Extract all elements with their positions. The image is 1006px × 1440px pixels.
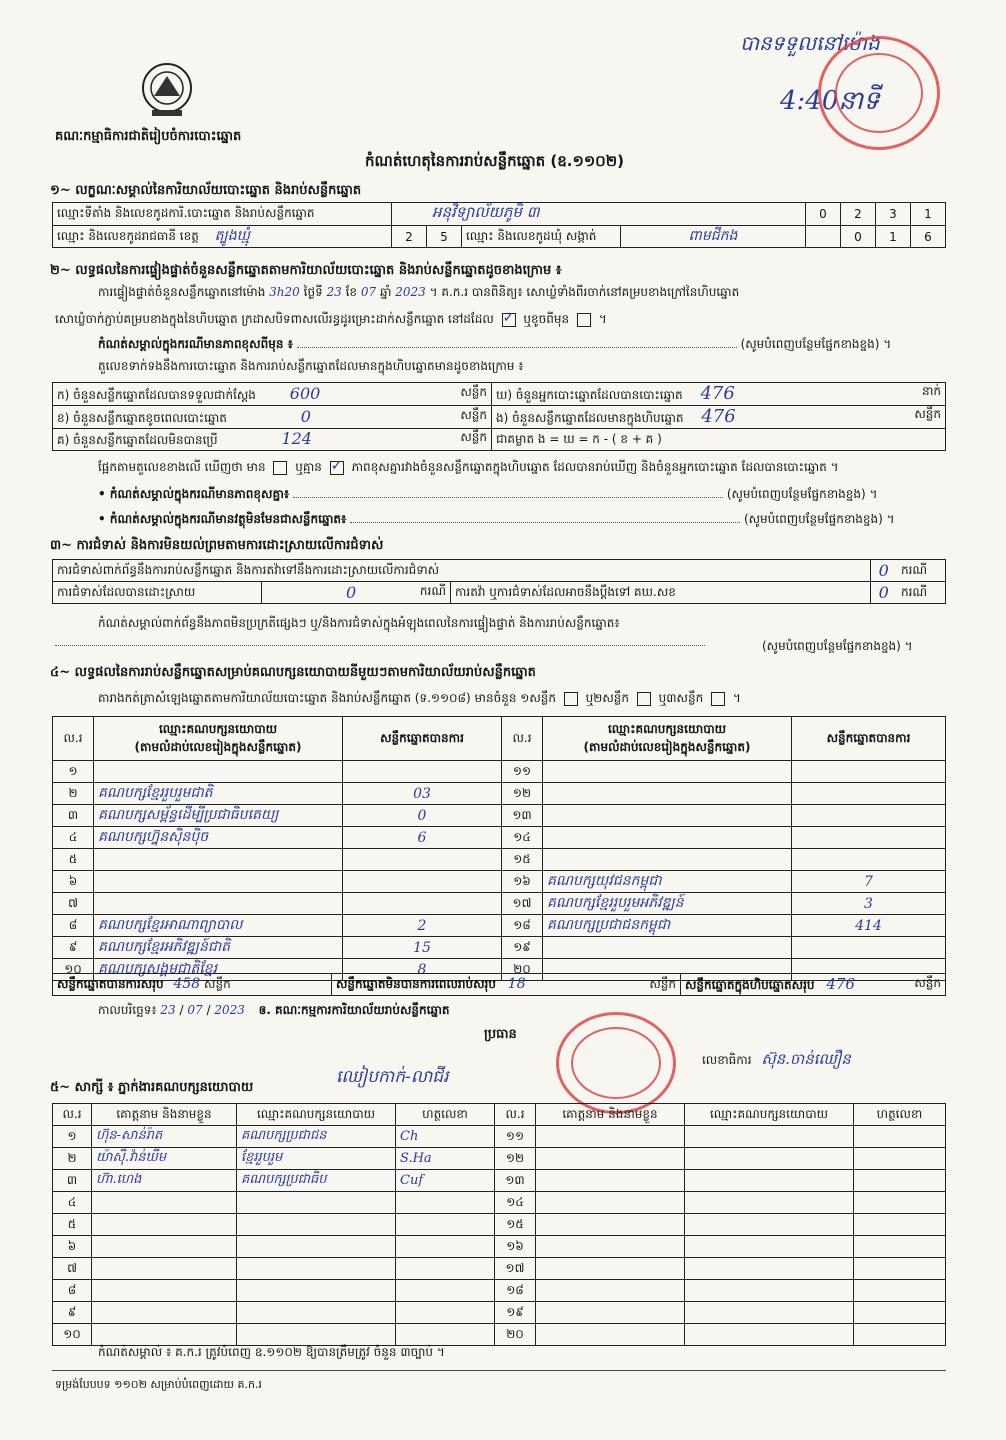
intact-checkbox[interactable]: [502, 313, 516, 327]
complaints-table: ការជំទាស់ពាក់ព័ន្ធនឹងការរាប់សន្លឹកឆ្នោត និងការតវ៉ាទៅនឹងការដោះស្រាយលើការជំទាស់ 0 ករណី ការជំទាស់ដែលបានដោះស្រាយ 0 ករណី ការតវ៉ា ឬការជំទាស់ដែលអាចនឹងប្តឹងទៅ គឃ.សខ 0 ករណី: [52, 559, 946, 604]
table-row: [53, 871, 946, 893]
witness-name: ហ៊ា.ហេង: [92, 1170, 237, 1192]
received-note: បានទទួលនៅម៉ោង: [740, 31, 880, 55]
witness-signature: [854, 1126, 946, 1148]
row-no: ១០: [53, 1324, 92, 1346]
witness-party: [685, 1126, 854, 1148]
row-no: ១៨: [495, 1280, 536, 1302]
witness-row: [53, 1280, 946, 1302]
witness-col-sign-right: ហត្ថលេខា: [854, 1104, 946, 1126]
party-name: [543, 937, 792, 959]
row-no: ១៩: [495, 1302, 536, 1324]
witness-name: [92, 1236, 237, 1258]
witness-name: [92, 1192, 237, 1214]
row-no: ១៦: [495, 1236, 536, 1258]
witness-name: [92, 1324, 237, 1346]
ballot-figures-table: [52, 382, 946, 451]
witness-name: [536, 1148, 685, 1170]
witness-row: [53, 1126, 946, 1148]
sum-invalid-value: 18: [507, 975, 526, 992]
witness-party: [685, 1192, 854, 1214]
witness-signature: [854, 1214, 946, 1236]
date-year: 2023: [214, 1003, 245, 1017]
party-name: [543, 849, 792, 871]
one-sheet-checkbox[interactable]: [564, 692, 578, 706]
witness-party: [685, 1324, 854, 1346]
party-name: គណបក្សសម្ព័ន្ធដើម្បីប្រជាធិបតេយ្យ: [94, 805, 343, 827]
party-votes: 0: [343, 805, 502, 827]
party-name: [543, 761, 792, 783]
row-no: ៦: [53, 1236, 92, 1258]
party-votes: [792, 827, 946, 849]
commune-name: ពាមជីកង: [621, 226, 806, 248]
chair-signature: ឈៀបកាក់-លាជីរ: [336, 1067, 449, 1087]
party-votes: [792, 937, 946, 959]
formula-row: ជាគម្លាត ង = ឃ = ក - ( ខ + គ ): [492, 429, 946, 451]
witness-name: [536, 1170, 685, 1192]
party-votes: 6: [343, 827, 502, 849]
witness-name: [536, 1280, 685, 1302]
received-time: 4:40នាទី: [780, 86, 880, 116]
party-name: គណបក្សខ្មែរអាណាព្យាបាល: [94, 915, 343, 937]
resolved-value: 0: [346, 583, 357, 602]
party-votes: [792, 805, 946, 827]
witness-name: ហ៊ុន-សាន់រ៉ាត: [92, 1126, 237, 1148]
witness-party: [685, 1170, 854, 1192]
row-no: ១០: [53, 959, 94, 981]
sum-valid: សន្លឹកឆ្នោតបានការសរុប 458 សន្លឹក: [53, 974, 332, 996]
party-name: គណបក្សខ្មែររួបរួមអភិវឌ្ឍន៍: [543, 893, 792, 915]
bullet-difference: • កំណត់សម្គាល់ក្នុងករណីមានភាពខុសគ្នា៖ (សូមបំពេញបន្ថែមផ្នែកខាងខ្នង) ។: [98, 487, 878, 501]
row-no: ១៧: [495, 1258, 536, 1280]
row-no: ៧: [53, 893, 94, 915]
two-sheet-checkbox[interactable]: [637, 692, 651, 706]
witness-signature: [396, 1280, 495, 1302]
damaged-checkbox[interactable]: [577, 313, 591, 327]
commune-code-2: 1: [876, 226, 911, 248]
section4-title: ៤~ លទ្ធផលនៃការរាប់សន្លឹកឆ្នោតសម្រាប់គណបក្សនយោបាយនីមួយៗតាមការិយាល័យរាប់សន្លឹកឆ្នោត: [50, 665, 536, 680]
footer-note: កំណត់សម្គាល់ ៖ គ.ក.រ ត្រូវបំពេញ ឧ.១១០២ ឱ្យបានត្រឹមត្រូវ ចំនួន ៣ច្បាប់ ។: [98, 1345, 445, 1359]
secretary-line: លេខាធិការ ស៊ុន.ចាន់ឈឿន: [702, 1050, 851, 1068]
party-votes: [343, 761, 502, 783]
voters-value: 476: [700, 383, 735, 404]
witness-signature: [396, 1192, 495, 1214]
witness-signature: [396, 1324, 495, 1346]
witness-col-no-right: ល.រ: [495, 1104, 536, 1126]
row-no: ២០: [502, 959, 543, 981]
unused-row: គ) ចំនួនសន្លឹកឆ្នោតដែលមិនបានប្រើ 124 សន្លឹក: [53, 429, 492, 451]
resolved-label: ការជំទាស់ដែលបានដោះស្រាយ: [53, 582, 262, 604]
party-votes: [343, 871, 502, 893]
station-code-3: 3: [876, 203, 911, 226]
station-info-table: [52, 202, 946, 248]
committee-stamp-icon: [556, 1012, 676, 1114]
witness-name: [536, 1324, 685, 1346]
discrepancy-line: ផ្អែកតាមតួលេខខាងលើ ឃើញថា មាន ឬគ្មាន ✓ ភាពខុសគ្នារវាងចំនួនសន្លឹកឆ្នោតក្នុងហិបឆ្នោត ដែលបានរាប់ឃើញ និងចំនួនអ្នកបោះឆ្នោត ដែលបានបោះឆ្នោត ។: [98, 459, 948, 477]
witness-signature: [854, 1302, 946, 1324]
party-name: [94, 849, 343, 871]
witness-signature: Ch: [396, 1126, 495, 1148]
witness-col-name-right: គោត្តនាម និងនាមខ្លួន: [536, 1104, 685, 1126]
party-name: [543, 805, 792, 827]
witness-col-party-right: ឈ្មោះគណបក្សនយោបាយ: [685, 1104, 854, 1126]
row-no: ១៥: [495, 1214, 536, 1236]
row-no: ១៣: [495, 1170, 536, 1192]
witness-name: [536, 1126, 685, 1148]
verify-day: 23: [326, 285, 342, 299]
received-value: 600: [289, 383, 321, 403]
row-no: ១១: [502, 761, 543, 783]
row-no: ៥: [53, 849, 94, 871]
witness-signature: [854, 1192, 946, 1214]
date-day: 23: [160, 1003, 176, 1017]
witness-party: [685, 1236, 854, 1258]
signing-date-line: កាលបរិច្ឆេទ៖ 23 / 07 / 2023 ឲ. គណៈកម្មការការិយាល័យរាប់សន្លឹកឆ្នោត: [98, 1003, 450, 1017]
row-no: ៤: [53, 1192, 92, 1214]
row-no: ១២: [495, 1148, 536, 1170]
table-row: [53, 915, 946, 937]
witness-party: [237, 1214, 396, 1236]
verify-time: 3h20: [269, 285, 300, 299]
province-label: ឈ្មោះ និងលេខកូដរាជធានី ខេត្ត ត្បូងឃ្មុំ: [53, 226, 392, 248]
unused-value: 124: [281, 429, 312, 448]
party-name: [543, 827, 792, 849]
witness-row: [53, 1302, 946, 1324]
row-no: ១២: [502, 783, 543, 805]
row-no: ១៤: [502, 827, 543, 849]
verify-year: 2023: [395, 285, 426, 299]
spoiled-value: 0: [300, 406, 311, 426]
row-no: ១៣: [502, 805, 543, 827]
party-name: [543, 783, 792, 805]
official-stamp-icon: [818, 36, 940, 150]
witness-party: [685, 1280, 854, 1302]
table-row: [53, 827, 946, 849]
row-no: ១: [53, 1126, 92, 1148]
station-name: អនុវិទ្យាល័យភូមិ ៣: [392, 203, 806, 226]
irregularity-note: កំណត់សម្គាល់ពាក់ព័ន្ធនឹងភាពមិនប្រក្រតីផ្សេងៗ ឬ/និងការជំទាស់ក្នុងអំឡុងពេលនៃការផ្ទៀងផ្ទាត់ និងការរាប់សន្លឹកឆ្នោត៖: [98, 616, 620, 630]
irregularity-fill-note: (សូមបំពេញបន្ថែមផ្នែកខាងខ្នង) ។: [762, 639, 913, 653]
section1-title: ១~ លក្ខណៈសម្គាល់នៃការិយាល័យបោះឆ្នោត និងរាប់សន្លឹកឆ្នោត: [50, 183, 362, 198]
table-row: [53, 849, 946, 871]
row-no: ៧: [53, 1258, 92, 1280]
witness-party: [237, 1192, 396, 1214]
section3-title: ៣~ ការជំទាស់ និងការមិនយល់ព្រមតាមការដោះស្រាយលើការជំទាស់: [50, 538, 384, 553]
table-row: [53, 805, 946, 827]
witness-name: [92, 1302, 237, 1324]
col-no-left: ល.រ: [53, 717, 94, 761]
row-no: ១៤: [495, 1192, 536, 1214]
province-code-1: 2: [392, 226, 427, 248]
row-no: ៥: [53, 1214, 92, 1236]
witness-name: [536, 1302, 685, 1324]
col-no-right: ល.រ: [502, 717, 543, 761]
witness-row: [53, 1214, 946, 1236]
row-no: ៩: [53, 1302, 92, 1324]
table-row: [53, 761, 946, 783]
row-no: ១៩: [502, 937, 543, 959]
party-votes: [343, 849, 502, 871]
secretary-signature: ស៊ុន.ចាន់ឈឿន: [761, 1050, 851, 1068]
province-name: ត្បូងឃ្មុំ: [214, 228, 250, 244]
bullet-foreign-object: • កំណត់សម្គាល់ក្នុងករណីមានវត្ថុមិនមែនជាសន្លឹកឆ្នោត៖ (សូមបំពេញបន្ថែមផ្នែកខាងខ្នង) ។: [98, 512, 895, 526]
appeal-label: ការតវ៉ា ឬការជំទាស់ដែលអាចនឹងប្តឹងទៅ គឃ.សខ: [451, 582, 871, 604]
party-votes: [792, 761, 946, 783]
row-no: ២: [53, 783, 94, 805]
figures-intro: តួលេខទាក់ទងនឹងការបោះឆ្នោត និងការរាប់សន្លឹកឆ្នោតដែលមានក្នុងហិបឆ្នោតមានដូចខាងក្រោម ៖: [98, 359, 524, 373]
row-no: ៣: [53, 1170, 92, 1192]
party-name: [94, 893, 343, 915]
station-code-4: 1: [911, 203, 946, 226]
witness-row: [53, 1324, 946, 1346]
row-no: ១៧: [502, 893, 543, 915]
witness-col-no-left: ល.រ: [53, 1104, 92, 1126]
row-no: ១៦: [502, 871, 543, 893]
witness-signature: [396, 1258, 495, 1280]
row-no: ១១: [495, 1126, 536, 1148]
witness-name: [536, 1192, 685, 1214]
row-no: ៣: [53, 805, 94, 827]
row-no: ៨: [53, 915, 94, 937]
witness-row: [53, 1236, 946, 1258]
col-votes-left: សន្លឹកឆ្នោតបានការ: [343, 717, 502, 761]
witness-party: គណបក្សប្រជាជន: [237, 1126, 396, 1148]
party-votes: 8: [343, 959, 502, 981]
witness-signature: [396, 1236, 495, 1258]
table-row: [53, 783, 946, 805]
form-id: ទម្រង់បែបបទ ១១០២ សម្រាប់បំពេញដោយ គ.ក.រ: [55, 1378, 262, 1391]
party-votes: [792, 783, 946, 805]
witness-party: [237, 1258, 396, 1280]
section2-title: ២~ លទ្ធផលនៃការផ្ទៀងផ្ទាត់ចំនួនសន្លឹកឆ្នោតតាមការិយាល័យបោះឆ្នោត និងរាប់សន្លឹកឆ្នោតដូចខាងក្រោម ៖: [50, 263, 562, 278]
row-no: ១៥: [502, 849, 543, 871]
witness-party: [685, 1148, 854, 1170]
party-votes: 15: [343, 937, 502, 959]
witness-party: គណបក្សប្រជាធិប: [237, 1170, 396, 1192]
witness-party: [685, 1302, 854, 1324]
nec-emblem-icon: [134, 60, 200, 120]
witness-signature: [396, 1302, 495, 1324]
party-votes: [343, 893, 502, 915]
row-no: ៤: [53, 827, 94, 849]
table-row: [53, 937, 946, 959]
witness-col-party-left: ឈ្មោះគណបក្សនយោបាយ: [237, 1104, 396, 1126]
witness-row: [53, 1258, 946, 1280]
in-box-value: 476: [701, 406, 736, 427]
witness-party: [237, 1236, 396, 1258]
difference-note-line: កំណត់សម្គាល់ក្នុងករណីមានភាពខុសពីមុន ៖ (សូមបំពេញបន្ថែមផ្នែកខាងខ្នង) ។: [98, 337, 892, 351]
chair-title: ប្រធាន: [484, 1027, 517, 1042]
party-name: [94, 761, 343, 783]
witness-table: [52, 1103, 946, 1346]
appeal-value: 0: [870, 582, 897, 604]
three-sheet-checkbox[interactable]: [711, 692, 725, 706]
witness-signature: [854, 1258, 946, 1280]
witness-party: [237, 1324, 396, 1346]
witness-party: [237, 1280, 396, 1302]
witness-party: [237, 1302, 396, 1324]
in-box-row: ង) ចំនួនសន្លឹកឆ្នោតដែលមានក្នុងហិបឆ្នោត 476 សន្លឹក: [492, 406, 946, 429]
witness-name: [92, 1214, 237, 1236]
station-label: ឈ្មោះទីតាំង និងលេខកូដការិ.បោះឆ្នោត និងរាប់សន្លឹកឆ្នោត: [53, 203, 392, 226]
row-no: ៩: [53, 937, 94, 959]
verification-paragraph: ការផ្ទៀងផ្ទាត់ចំនួនសន្លឹកឆ្នោតនៅម៉ោង 3h20 ថ្ងៃទី 23 ខែ 07 ឆ្នាំ 2023 ។ គ.ក.រ បានពិនិត្យ៖ សោឃ្លំទាំងពីរចាក់នៅគម្របខាងក្រៅនៃហិបឆ្នោត: [98, 285, 740, 299]
party-votes: 03: [343, 783, 502, 805]
witness-party: ខ្មែររួបរួម: [237, 1148, 396, 1170]
has-difference-checkbox[interactable]: [273, 461, 287, 475]
section5-title: ៥~ សាក្សី ៖ ភ្នាក់ងារគណបក្សនយោបាយ: [50, 1080, 254, 1095]
witness-signature: [396, 1214, 495, 1236]
party-name: គណបក្សយុវជនកម្ពុជា: [543, 871, 792, 893]
party-votes: 414: [792, 915, 946, 937]
row-no: ២: [53, 1148, 92, 1170]
witness-name: យ៉ាស៊ី.វ៉ាន់ឃីម: [92, 1148, 237, 1170]
station-code-1: 0: [806, 203, 841, 226]
row-no: ៦: [53, 871, 94, 893]
seal-paragraph: សោឃ្លំចាក់ភ្ជាប់គម្របខាងក្នុងនៃហិបឆ្នោត ក្រដាសបិទពាសលើរន្ធដូរម្រោះដាក់សន្លឹកឆ្នោត នៅដដែល ✓ ឬខូចពីមុន ។: [55, 311, 945, 329]
party-name: គណបក្សសង្គមជាតិខ្មែរ: [94, 959, 343, 981]
spoiled-row: ខ) ចំនួនសន្លឹកឆ្នោតខូចពេលបោះឆ្នោត 0 សន្លឹក: [53, 406, 492, 429]
witness-signature: [854, 1280, 946, 1302]
witness-signature: [854, 1324, 946, 1346]
party-votes: 3: [792, 893, 946, 915]
sum-invalid: សន្លឹកឆ្នោតមិនបានការពេលរាប់សរុប 18 សន្លឹក: [332, 974, 681, 996]
row-no: ១: [53, 761, 94, 783]
results-summary: [52, 973, 946, 996]
witness-signature: Cuf: [396, 1170, 495, 1192]
party-name: គណបក្សហ្វ៊ុនស៊ិនប៉ិច: [94, 827, 343, 849]
received-row: ក) ចំនួនសន្លឹកឆ្នោតដែលបានទទួលជាក់ស្តែង 600 សន្លឹក: [53, 383, 492, 406]
witness-party: [685, 1214, 854, 1236]
party-votes: [792, 849, 946, 871]
col-party-left: ឈ្មោះគណបក្សនយោបាយ (តាមលំដាប់លេខរៀងក្នុងសន្លឹកឆ្នោត): [94, 717, 343, 761]
sum-total-value: 476: [826, 974, 855, 993]
col-votes-right: សន្លឹកឆ្នោតបានការ: [792, 717, 946, 761]
witness-col-name-left: គោត្តនាម និងនាមខ្លួន: [92, 1104, 237, 1126]
commune-code-1: 0: [841, 226, 876, 248]
tally-sheet-count: តារាងកត់ត្រាសំឡេងឆ្នោតតាមការិយាល័យបោះឆ្នោត និងរាប់សន្លឹកឆ្នោត (ទ.១១០៨) មានចំនួន ១សន្លឹក ឬ២សន្លឹក ឬ៣សន្លឹក ។: [98, 691, 741, 705]
party-name: គណបក្សខ្មែររួបរួមជាតិ: [94, 783, 343, 805]
voters-row: ឃ) ចំនួនអ្នកបោះឆ្នោតដែលបានបោះឆ្នោត 476 នាក់: [492, 383, 946, 406]
witness-signature: [854, 1236, 946, 1258]
sum-total: សន្លឹកឆ្នោតក្នុងហិបឆ្នោតសរុប 476 សន្លឹក: [681, 974, 946, 996]
date-month: 07: [187, 1003, 203, 1017]
complaint-label: ការជំទាស់ពាក់ព័ន្ធនឹងការរាប់សន្លឹកឆ្នោត និងការតវ៉ាទៅនឹងការដោះស្រាយលើការជំទាស់: [53, 560, 871, 582]
witness-row: [53, 1148, 946, 1170]
party-name: គណបក្សខ្មែរអភិវឌ្ឍន៍ជាតិ: [94, 937, 343, 959]
party-name: គណបក្សប្រជាជនកម្ពុជា: [543, 915, 792, 937]
row-no: ១៨: [502, 915, 543, 937]
document-title: កំណត់ហេតុនៃការរាប់សន្លឹកឆ្នោត (ឧ.១១០២): [365, 152, 625, 170]
verify-month: 07: [360, 285, 377, 299]
no-difference-checkbox[interactable]: [330, 461, 344, 475]
party-votes: 7: [792, 871, 946, 893]
commune-label: ឈ្មោះ និងលេខកូដឃុំ សង្កាត់: [462, 226, 621, 248]
row-no: ៨: [53, 1280, 92, 1302]
committee-name: គណៈកម្មាធិការជាតិរៀបចំការបោះឆ្នោត: [55, 129, 242, 144]
witness-name: [92, 1258, 237, 1280]
province-code-2: 5: [427, 226, 462, 248]
party-votes: 2: [343, 915, 502, 937]
witness-row: [53, 1192, 946, 1214]
witness-row: [53, 1170, 946, 1192]
col-party-right: ឈ្មោះគណបក្សនយោបាយ (តាមលំដាប់លេខរៀងក្នុងសន្លឹកឆ្នោត): [543, 717, 792, 761]
witness-name: [92, 1280, 237, 1302]
witness-name: [536, 1258, 685, 1280]
party-results-table: [52, 716, 946, 981]
resolved-cell: 0 ករណី: [262, 582, 451, 604]
witness-name: [536, 1236, 685, 1258]
witness-name: [536, 1214, 685, 1236]
table-row: [53, 893, 946, 915]
witness-signature: [854, 1148, 946, 1170]
witness-party: [685, 1258, 854, 1280]
witness-col-sign-left: ហត្ថលេខា: [396, 1104, 495, 1126]
row-no: ២០: [495, 1324, 536, 1346]
station-code-2: 2: [841, 203, 876, 226]
commune-code-3: 6: [911, 226, 946, 248]
witness-signature: [854, 1170, 946, 1192]
sum-valid-value: 458: [173, 975, 201, 992]
witness-signature: S.Ha: [396, 1148, 495, 1170]
complaint-value: 0: [870, 560, 897, 582]
party-name: [94, 871, 343, 893]
